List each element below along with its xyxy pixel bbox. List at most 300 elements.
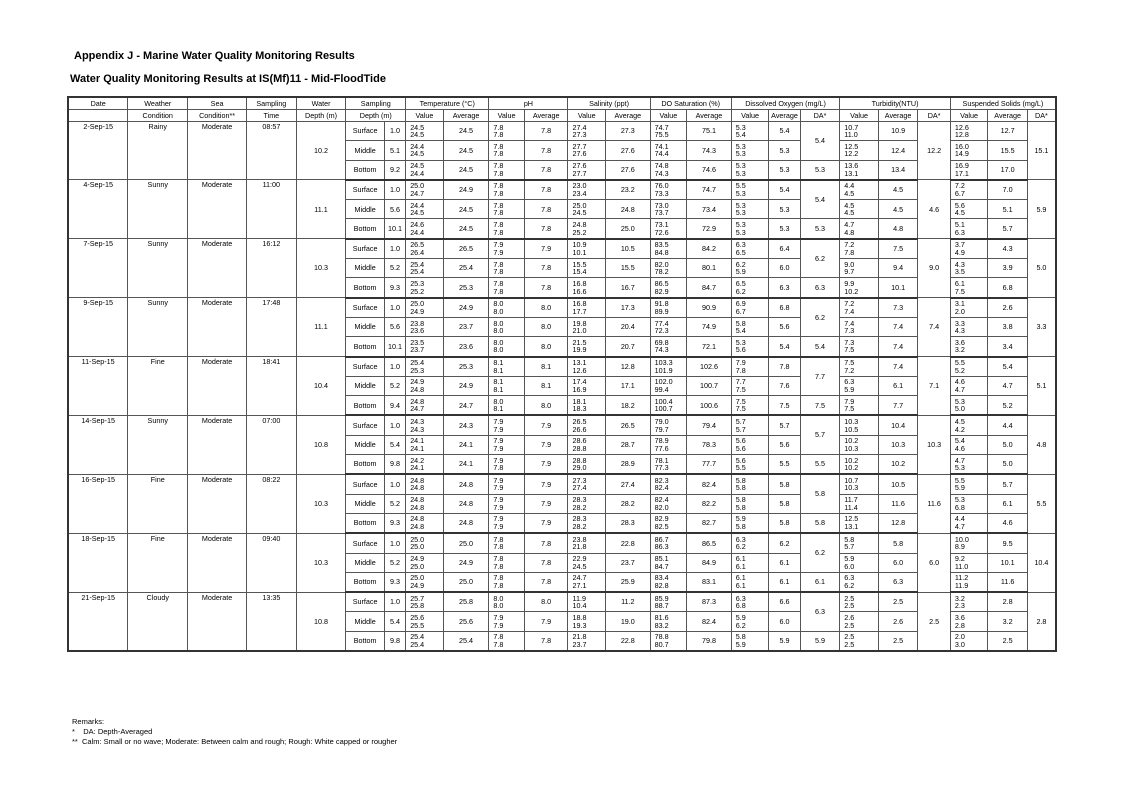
ph-average: 7.9 [524, 513, 568, 533]
suspended-solids-values-reading: 2.0 [954, 632, 965, 642]
suspended-solids-values-reading: 6.1 [954, 278, 965, 288]
sampling-depth-cell: 9.8 [384, 455, 405, 475]
dissolved-oxygen-average: 6.4 [769, 239, 800, 259]
temperature-values-reading: 25.0 [410, 534, 425, 544]
col-weather: Weather [128, 97, 188, 110]
salinity-values-reading: 21.0 [572, 326, 587, 336]
do-saturation-values [650, 376, 687, 395]
col-do-saturation: DO Saturation (%) [650, 97, 731, 110]
ph-values-reading: 7.8 [493, 534, 504, 544]
dissolved-oxygen-values-reading: 6.2 [735, 259, 746, 269]
turbidity-average: 12.8 [878, 513, 918, 533]
salinity-average: 16.7 [606, 278, 651, 298]
ph-values-reading: 8.1 [493, 377, 504, 387]
col-date-sub [68, 110, 128, 122]
turbidity-values-reading: 12.5 [844, 514, 859, 524]
turbidity-values-reading: 7.2 [844, 299, 855, 309]
suspended-solids-average: 3.8 [988, 317, 1028, 336]
turbidity-values-reading: 10.5 [844, 424, 859, 434]
sea-condition-cell: Moderate [188, 474, 247, 533]
table-row [68, 298, 1056, 318]
do-saturation-values-reading: 82.5 [654, 522, 669, 532]
dissolved-oxygen-da: 6.2 [800, 239, 840, 278]
suspended-solids-values-reading: 3.0 [954, 639, 965, 649]
salinity-values-reading: 28.2 [572, 502, 587, 512]
salinity-values-reading: 10.9 [572, 240, 587, 250]
table-row [68, 592, 1056, 612]
ph-values [489, 474, 525, 494]
table-row [68, 474, 1056, 494]
sampling-level-cell: Middle [346, 317, 385, 336]
salinity-average: 24.8 [606, 200, 651, 219]
salinity-values [568, 494, 606, 513]
ph-values [489, 239, 525, 259]
turbidity-values-reading: 4.7 [844, 220, 855, 230]
turbidity-average: 11.6 [878, 494, 918, 513]
ph-values-reading: 7.8 [493, 639, 504, 649]
date-cell: 11-Sep-15 [68, 357, 128, 416]
sampling-depth-cell: 10.1 [384, 219, 405, 239]
suspended-solids-values-reading: 5.4 [954, 436, 965, 446]
suspended-solids-average: 5.0 [988, 435, 1028, 454]
dissolved-oxygen-da: 6.2 [800, 533, 840, 572]
temperature-values-reading: 25.0 [410, 542, 425, 552]
turbidity-values-reading: 7.3 [844, 337, 855, 347]
temperature-values-reading: 24.9 [410, 554, 425, 564]
temperature-average: 26.5 [443, 239, 489, 259]
do-saturation-average: 83.1 [687, 572, 732, 592]
table-row [68, 533, 1056, 553]
sea-condition-cell: Moderate [188, 357, 247, 416]
dissolved-oxygen-values [731, 533, 769, 553]
temperature-values [406, 298, 444, 318]
weather-cell: Sunny [128, 298, 188, 357]
dissolved-oxygen-values-reading: 6.2 [735, 542, 746, 552]
turbidity-values-reading: 7.5 [844, 358, 855, 368]
suspended-solids-values-reading: 14.9 [954, 149, 969, 159]
temperature-average: 25.4 [443, 631, 489, 651]
suspended-solids-da: 5.1 [1027, 357, 1056, 416]
do-saturation-values-reading: 86.3 [654, 542, 669, 552]
turbidity-values-reading: 4.8 [844, 227, 855, 237]
turbidity-values-reading: 7.4 [844, 306, 855, 316]
do-saturation-values-reading: 72.3 [654, 326, 669, 336]
salinity-values-reading: 19.9 [572, 345, 587, 355]
do-saturation-values [650, 259, 687, 278]
col-weather-sub: Condition [128, 110, 188, 122]
dissolved-oxygen-da: 5.4 [800, 180, 840, 219]
do-saturation-values-reading: 85.9 [654, 593, 669, 603]
temperature-values [406, 533, 444, 553]
dissolved-oxygen-values-reading: 5.7 [735, 417, 746, 426]
salinity-values-reading: 28.8 [572, 455, 587, 465]
temperature-values-reading: 25.2 [410, 286, 425, 296]
ph-values-reading: 8.0 [493, 601, 504, 611]
weather-cell: Sunny [128, 415, 188, 474]
temperature-values [406, 219, 444, 239]
sub-average: Average [769, 110, 800, 122]
sub-value: Value [731, 110, 769, 122]
water-depth-cell: 11.1 [296, 298, 346, 357]
suspended-solids-values-reading: 5.5 [954, 475, 965, 485]
suspended-solids-values-reading: 3.2 [954, 345, 965, 355]
salinity-average: 10.5 [606, 239, 651, 259]
salinity-values-reading: 24.5 [572, 208, 587, 218]
dissolved-oxygen-values [731, 317, 769, 336]
suspended-solids-average: 5.7 [988, 219, 1028, 239]
temperature-values-reading: 25.5 [410, 620, 425, 630]
suspended-solids-average: 4.6 [988, 513, 1028, 533]
turbidity-values [840, 513, 879, 533]
dissolved-oxygen-da-bottom: 5.3 [800, 160, 840, 180]
temperature-values-reading: 24.8 [410, 522, 425, 532]
turbidity-values-reading: 7.8 [844, 247, 855, 257]
ph-values-reading: 7.8 [493, 208, 504, 218]
turbidity-da: 4.6 [918, 180, 950, 239]
remarks-title: Remarks: [72, 717, 105, 726]
do-saturation-average: 73.4 [687, 200, 732, 219]
col-water-depth: Water [296, 97, 346, 110]
sea-condition-cell: Moderate [188, 180, 247, 239]
temperature-average: 24.8 [443, 513, 489, 533]
do-saturation-average: 82.4 [687, 612, 732, 631]
sea-condition-cell: Moderate [188, 239, 247, 298]
ph-average: 7.8 [524, 122, 568, 141]
suspended-solids-values-reading: 5.5 [954, 358, 965, 368]
sampling-depth-cell: 5.6 [384, 317, 405, 336]
temperature-average: 25.6 [443, 612, 489, 631]
do-saturation-values-reading: 78.9 [654, 436, 669, 446]
temperature-values-reading: 25.3 [410, 278, 425, 288]
salinity-values-reading: 27.7 [572, 141, 587, 151]
ph-values-reading: 7.8 [493, 149, 504, 159]
water-depth-cell: 10.4 [296, 357, 346, 416]
do-saturation-average: 74.6 [687, 160, 732, 180]
turbidity-average: 7.7 [878, 396, 918, 416]
salinity-values-reading: 21.8 [572, 632, 587, 642]
turbidity-values-reading: 10.2 [844, 463, 859, 473]
ph-values-reading: 7.8 [493, 286, 504, 296]
temperature-values-reading: 25.4 [410, 259, 425, 269]
dissolved-oxygen-values-reading: 5.4 [735, 130, 746, 140]
do-saturation-values [650, 513, 687, 533]
sampling-depth-cell: 1.0 [384, 180, 405, 200]
sub-value: Value [650, 110, 687, 122]
ph-average: 8.0 [524, 337, 568, 357]
turbidity-values-reading: 5.9 [844, 554, 855, 564]
ph-average: 8.0 [524, 298, 568, 318]
do-saturation-values-reading: 73.3 [654, 189, 669, 199]
turbidity-da: 11.6 [918, 474, 950, 533]
dissolved-oxygen-da: 6.2 [800, 298, 840, 337]
dissolved-oxygen-values-reading: 6.3 [735, 240, 746, 250]
ph-values [489, 259, 525, 278]
suspended-solids-values-reading: 6.3 [954, 227, 965, 237]
ph-values-reading: 7.9 [493, 483, 504, 493]
col-turbidity: Turbidity(NTU) [840, 97, 951, 110]
suspended-solids-values-reading: 4.3 [954, 326, 965, 336]
col-sdepth-sub: Depth (m) [346, 110, 406, 122]
turbidity-values [840, 298, 879, 318]
sampling-time-cell: 08:57 [246, 122, 296, 180]
turbidity-average: 12.4 [878, 141, 918, 160]
temperature-values-reading: 25.4 [410, 632, 425, 642]
sampling-level-cell: Bottom [346, 455, 385, 475]
turbidity-values-reading: 10.3 [844, 443, 859, 453]
salinity-values-reading: 23.8 [572, 534, 587, 544]
suspended-solids-values-reading: 12.6 [954, 122, 969, 132]
do-saturation-values [650, 533, 687, 553]
ph-average: 8.0 [524, 317, 568, 336]
turbidity-values-reading: 10.7 [844, 122, 859, 132]
do-saturation-values-reading: 82.4 [654, 483, 669, 493]
col-salinity: Salinity (ppt) [568, 97, 650, 110]
suspended-solids-values [950, 298, 988, 318]
sampling-level-cell: Middle [346, 259, 385, 278]
dissolved-oxygen-values-reading: 5.8 [735, 475, 746, 485]
salinity-values [568, 474, 606, 494]
turbidity-values [840, 455, 879, 475]
turbidity-values [840, 180, 879, 200]
ph-values [489, 337, 525, 357]
dissolved-oxygen-average: 5.4 [769, 122, 800, 141]
turbidity-values [840, 122, 879, 141]
ph-values-reading: 8.0 [493, 396, 504, 406]
do-saturation-average: 87.3 [687, 592, 732, 612]
sampling-depth-cell: 9.3 [384, 278, 405, 298]
temperature-values [406, 337, 444, 357]
do-saturation-average: 74.9 [687, 317, 732, 336]
turbidity-values [840, 200, 879, 219]
do-saturation-values-reading: 101.9 [654, 365, 673, 375]
sampling-level-cell: Bottom [346, 219, 385, 239]
dissolved-oxygen-values [731, 200, 769, 219]
sub-da: DA* [918, 110, 950, 122]
turbidity-values [840, 533, 879, 553]
suspended-solids-average: 12.7 [988, 122, 1028, 141]
suspended-solids-average: 2.6 [988, 298, 1028, 318]
dissolved-oxygen-values-reading: 6.2 [735, 286, 746, 296]
dissolved-oxygen-average: 5.3 [769, 141, 800, 160]
dissolved-oxygen-da-bottom: 6.1 [800, 572, 840, 592]
sampling-time-cell: 16:12 [246, 239, 296, 298]
turbidity-values-reading: 6.2 [844, 580, 855, 590]
temperature-values [406, 259, 444, 278]
suspended-solids-values-reading: 4.5 [954, 417, 965, 426]
do-saturation-values-reading: 73.7 [654, 208, 669, 218]
salinity-values-reading: 25.0 [572, 200, 587, 210]
ph-values [489, 317, 525, 336]
ph-values-reading: 7.8 [493, 632, 504, 642]
dissolved-oxygen-values [731, 278, 769, 298]
temperature-values [406, 357, 444, 377]
temperature-values [406, 278, 444, 298]
ph-average: 7.8 [524, 572, 568, 592]
ph-values [489, 494, 525, 513]
ph-values-reading: 7.8 [493, 573, 504, 583]
temperature-average: 25.3 [443, 357, 489, 377]
dissolved-oxygen-average: 5.3 [769, 200, 800, 219]
table-row [68, 415, 1056, 435]
col-temperature: Temperature (°C) [406, 97, 489, 110]
dissolved-oxygen-values [731, 631, 769, 651]
do-saturation-values-reading: 73.1 [654, 220, 669, 230]
ph-values-reading: 7.9 [493, 502, 504, 512]
turbidity-values [840, 259, 879, 278]
do-saturation-values [650, 200, 687, 219]
turbidity-values-reading: 10.3 [844, 483, 859, 493]
do-saturation-average: 72.1 [687, 337, 732, 357]
temperature-average: 25.8 [443, 592, 489, 612]
temperature-values-reading: 24.8 [410, 514, 425, 524]
do-saturation-values-reading: 74.1 [654, 141, 669, 151]
ph-values-reading: 7.8 [493, 220, 504, 230]
suspended-solids-values-reading: 3.5 [954, 267, 965, 277]
dissolved-oxygen-da-bottom: 7.5 [800, 396, 840, 416]
sampling-level-cell: Bottom [346, 572, 385, 592]
ph-values [489, 141, 525, 160]
salinity-values-reading: 26.6 [572, 424, 587, 434]
salinity-average: 19.0 [606, 612, 651, 631]
do-saturation-average: 79.8 [687, 631, 732, 651]
turbidity-average: 10.2 [878, 455, 918, 475]
sub-value: Value [406, 110, 444, 122]
salinity-values [568, 337, 606, 357]
do-saturation-average: 86.5 [687, 533, 732, 553]
temperature-average: 24.9 [443, 180, 489, 200]
do-saturation-values-reading: 85.1 [654, 554, 669, 564]
salinity-values-reading: 12.6 [572, 365, 587, 375]
temperature-values [406, 317, 444, 336]
salinity-values-reading: 16.9 [572, 385, 587, 394]
sampling-level-cell: Surface [346, 415, 385, 435]
temperature-values-reading: 25.4 [410, 267, 425, 277]
turbidity-values-reading: 6.3 [844, 377, 855, 387]
salinity-values [568, 180, 606, 200]
sampling-depth-cell: 1.0 [384, 533, 405, 553]
dissolved-oxygen-values [731, 572, 769, 592]
turbidity-values-reading: 11.0 [844, 130, 858, 140]
suspended-solids-values-reading: 4.3 [954, 259, 965, 269]
salinity-values-reading: 21.8 [572, 542, 587, 552]
dissolved-oxygen-average: 6.8 [769, 298, 800, 318]
salinity-values-reading: 28.3 [572, 495, 587, 505]
suspended-solids-values-reading: 8.9 [954, 542, 965, 552]
sampling-level-cell: Bottom [346, 631, 385, 651]
do-saturation-values-reading: 86.7 [654, 534, 669, 544]
salinity-average: 20.7 [606, 337, 651, 357]
turbidity-values-reading: 12.5 [844, 141, 859, 151]
dissolved-oxygen-values [731, 494, 769, 513]
temperature-values [406, 592, 444, 612]
dissolved-oxygen-average: 6.1 [769, 572, 800, 592]
dissolved-oxygen-values-reading: 7.5 [735, 404, 746, 414]
salinity-values [568, 160, 606, 180]
temperature-values-reading: 24.5 [410, 122, 425, 132]
ph-values [489, 572, 525, 592]
ph-values [489, 455, 525, 475]
dissolved-oxygen-average: 5.8 [769, 513, 800, 533]
ph-values [489, 592, 525, 612]
suspended-solids-values-reading: 5.3 [954, 463, 965, 473]
do-saturation-average: 79.4 [687, 415, 732, 435]
turbidity-values-reading: 13.1 [844, 522, 859, 532]
ph-average: 7.9 [524, 474, 568, 494]
turbidity-values-reading: 9.9 [844, 278, 855, 288]
remarks-sea-note: ** Calm: Small or no wave; Moderate: Between calm and rough; Rough: White capped or rougher [72, 737, 398, 746]
sampling-time-cell: 13:35 [246, 592, 296, 651]
turbidity-values [840, 239, 879, 259]
turbidity-average: 4.5 [878, 180, 918, 200]
dissolved-oxygen-values-reading: 6.5 [735, 247, 746, 257]
ph-average: 8.1 [524, 357, 568, 377]
salinity-values [568, 553, 606, 572]
salinity-values-reading: 13.1 [572, 358, 587, 368]
turbidity-values [840, 494, 879, 513]
do-saturation-values-reading: 100.4 [654, 396, 673, 406]
do-saturation-values [650, 317, 687, 336]
turbidity-average: 7.4 [878, 337, 918, 357]
suspended-solids-values [950, 376, 988, 395]
turbidity-da: 2.5 [918, 592, 950, 651]
temperature-values [406, 553, 444, 572]
temperature-values [406, 494, 444, 513]
suspended-solids-values [950, 317, 988, 336]
do-saturation-values-reading: 82.3 [654, 475, 669, 485]
ph-average: 8.0 [524, 592, 568, 612]
do-saturation-values [650, 612, 687, 631]
salinity-values-reading: 17.7 [572, 306, 587, 316]
temperature-values-reading: 23.6 [410, 326, 425, 336]
suspended-solids-values-reading: 9.2 [954, 554, 965, 564]
date-cell: 18-Sep-15 [68, 533, 128, 592]
suspended-solids-values [950, 396, 988, 416]
dissolved-oxygen-da-bottom: 5.9 [800, 631, 840, 651]
ph-values-reading: 8.0 [493, 337, 504, 347]
turbidity-values [840, 396, 879, 416]
suspended-solids-values-reading: 10.0 [954, 534, 969, 544]
dissolved-oxygen-values-reading: 5.6 [735, 443, 746, 453]
salinity-values-reading: 28.6 [572, 436, 587, 446]
ph-values [489, 415, 525, 435]
weather-cell: Sunny [128, 239, 188, 298]
ph-values-reading: 7.8 [493, 259, 504, 269]
sea-condition-cell: Moderate [188, 415, 247, 474]
salinity-values [568, 239, 606, 259]
salinity-average: 17.1 [606, 376, 651, 395]
salinity-values [568, 317, 606, 336]
do-saturation-values [650, 572, 687, 592]
do-saturation-values-reading: 89.9 [654, 306, 669, 316]
ph-average: 7.8 [524, 631, 568, 651]
dissolved-oxygen-values-reading: 5.9 [735, 267, 746, 277]
salinity-average: 23.7 [606, 553, 651, 572]
suspended-solids-values-reading: 7.2 [954, 181, 965, 191]
turbidity-values-reading: 5.9 [844, 385, 855, 394]
ph-average: 7.9 [524, 494, 568, 513]
suspended-solids-values [950, 455, 988, 475]
do-saturation-values-reading: 75.5 [654, 130, 669, 140]
salinity-values-reading: 27.7 [572, 168, 587, 178]
dissolved-oxygen-average: 6.6 [769, 592, 800, 612]
suspended-solids-average: 9.5 [988, 533, 1028, 553]
suspended-solids-average: 3.2 [988, 612, 1028, 631]
dissolved-oxygen-values [731, 435, 769, 454]
salinity-values-reading: 24.5 [572, 561, 587, 571]
salinity-values-reading: 23.0 [572, 181, 587, 191]
sub-average: Average [988, 110, 1028, 122]
ph-values [489, 357, 525, 377]
